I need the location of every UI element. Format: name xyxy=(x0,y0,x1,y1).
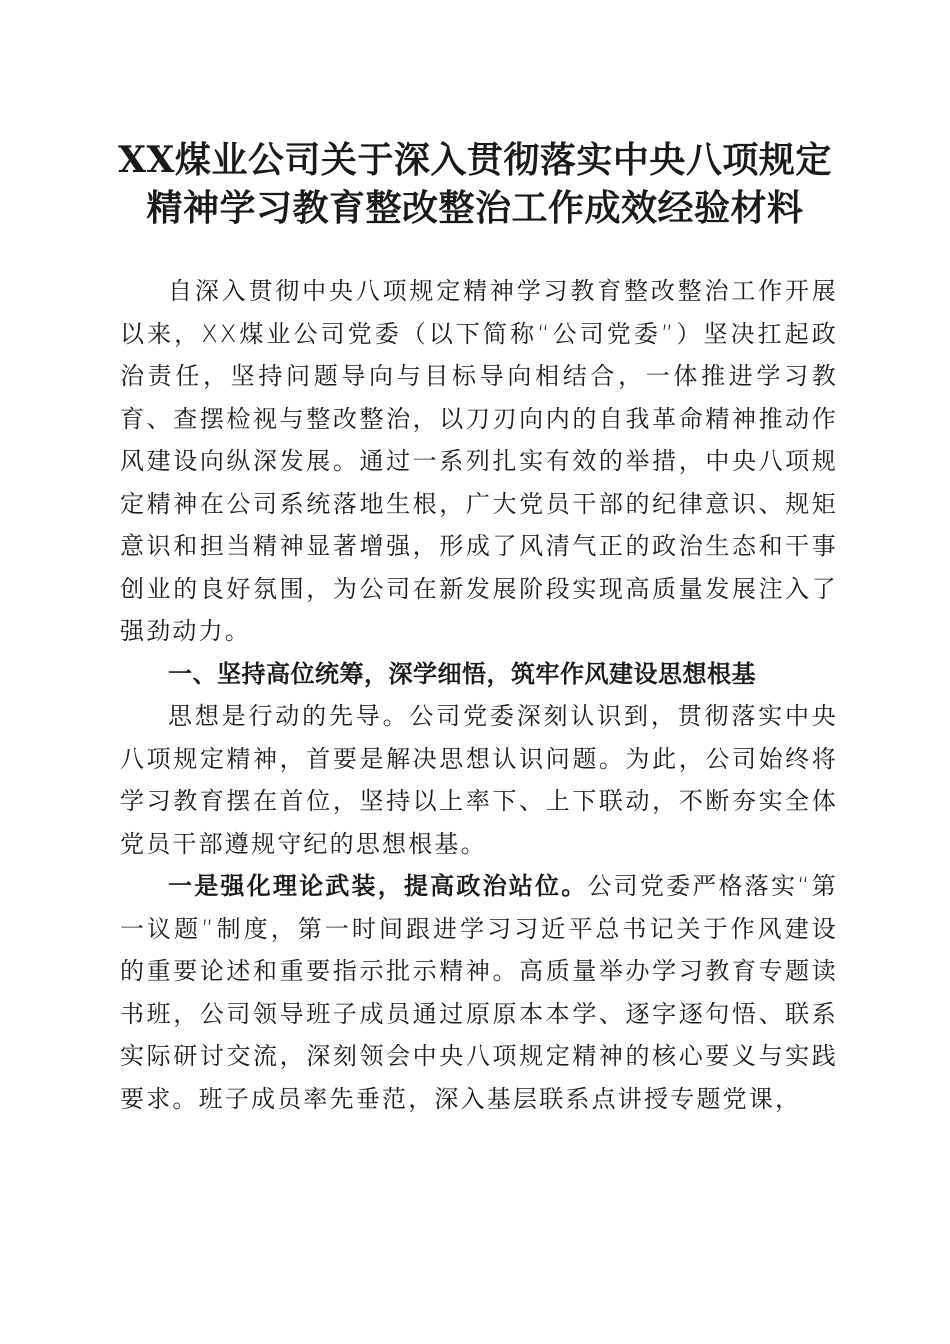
point-1-lead: 一是强化理论武装，提高政治站位。 xyxy=(168,872,588,900)
document-title xyxy=(100,136,850,232)
title-line-2: 精神学习教育整改整治工作成效经验材料 xyxy=(146,187,804,229)
section-1-heading: 一、坚持高位统筹，深学细悟，筑牢作风建设思想根基 xyxy=(168,659,756,688)
intro-paragraph: 自深入贯彻中央八项规定精神学习教育整改整治工作开展以来，XX煤业公司党委（以下简称“公司党委”）坚决扛起政治责任，坚持问题导向与目标导向相结合，一体推进学习教育、查摆检视与整改整治，以刀刃向内的自我革命精神推动作风建设向纵深发展。通过一系列扎实有效的举措，中央八项规定精神在公司系统落地生根，广大党员干部的纪律意识、规矩意识和担当精神显著增强，形成了风清气正的政治生态和干事创业的良好氛围，为公司在新发展阶段实现高质量发展注入了强劲动力。 xyxy=(120,277,838,645)
document-body xyxy=(120,270,838,1120)
point-1-body: 公司党委严格落实“第一议题”制度，第一时间跟进学习习近平总书记关于作风建设的重要论述和重要指示批示精神。高质量举办学习教育专题读书班，公司领导班子成员通过原原本本学、逐字逐句悟、联系实际研讨交流，深刻领会中央八项规定精神的核心要义与实践要求。班子成员率先垂范，深入基层联系点讲授专题党课， xyxy=(120,872,838,1113)
section-1-intro-paragraph: 思想是行动的先导。公司党委深刻认识到，贯彻落实中央八项规定精神，首要是解决思想认识问题。为此，公司始终将学习教育摆在首位，坚持以上率下、上下联动，不断夯实全体党员干部遵规守纪的思想根基。 xyxy=(120,702,838,858)
section-1-point-1-paragraph xyxy=(120,865,838,1120)
title-line-1: XX煤业公司关于深入贯彻落实中央八项规定 xyxy=(118,139,832,181)
